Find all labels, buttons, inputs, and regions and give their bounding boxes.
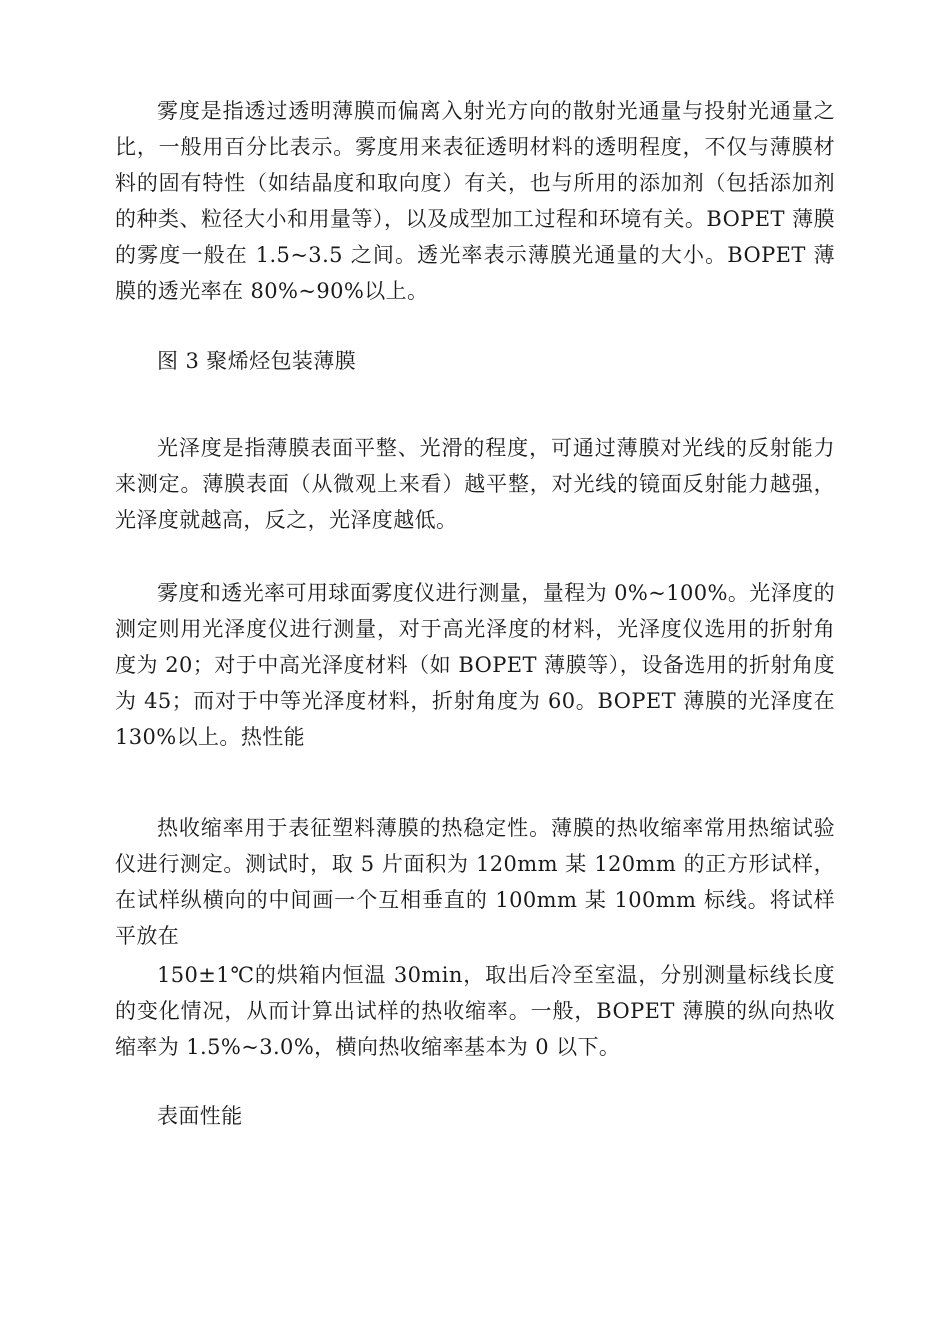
figure-caption: 图 3 聚烯烃包装薄膜 <box>157 349 357 373</box>
paragraph-heat-shrinkage-continued: 150±1℃的烘箱内恒温 30min，取出后冷至室温，分别测量标线长度的变化情况，从而计算出试样的热收缩率。一般，BOPET 薄膜的纵向热收缩率为 1.5%~3.0%，横向热收缩率基本为 0 以下。 <box>115 963 835 1059</box>
paragraph-haze: 雾度是指透过透明薄膜而偏离入射光方向的散射光通量与投射光通量之比，一般用百分比表示。雾度用来表征透明材料的透明程度，不仅与薄膜材料的固有特性（如结晶度和取向度）有关，也与所用的添加剂（包括添加剂的种类、粒径大小和用量等），以及成型加工过程和环境有关。BOPET 薄膜的雾度一般在 1.5~3.5 之间。透光率表示薄膜光通量的大小。BOPET 薄膜的透光率在 80%~90%以上。 <box>115 99 835 303</box>
paragraph-heat-shrinkage: 热收缩率用于表征塑料薄膜的热稳定性。薄膜的热收缩率常用热缩试验仪进行测定。测试时，取 5 片面积为 120mm 某 120mm 的正方形试样，在试样纵横向的中间画一个互相垂直的 100mm 某 100mm 标线。将试样平放在 <box>115 816 835 948</box>
paragraph-measurement: 雾度和透光率可用球面雾度仪进行测量，量程为 0%~100%。光泽度的测定则用光泽度仪进行测量，对于高光泽度的材料，光泽度仪选用的折射角度为 20；对于中高光泽度材料（如 BOPET 薄膜等），设备选用的折射角度为 45；而对于中等光泽度材料，折射角度为 60。BOPET 薄膜的光泽度在 130%以上。热性能 <box>115 581 835 749</box>
section-heading-surface-properties: 表面性能 <box>157 1104 243 1128</box>
paragraph-gloss: 光泽度是指薄膜表面平整、光滑的程度，可通过薄膜对光线的反射能力来测定。薄膜表面（从微观上来看）越平整，对光线的镜面反射能力越强，光泽度就越高，反之，光泽度越低。 <box>115 436 835 532</box>
